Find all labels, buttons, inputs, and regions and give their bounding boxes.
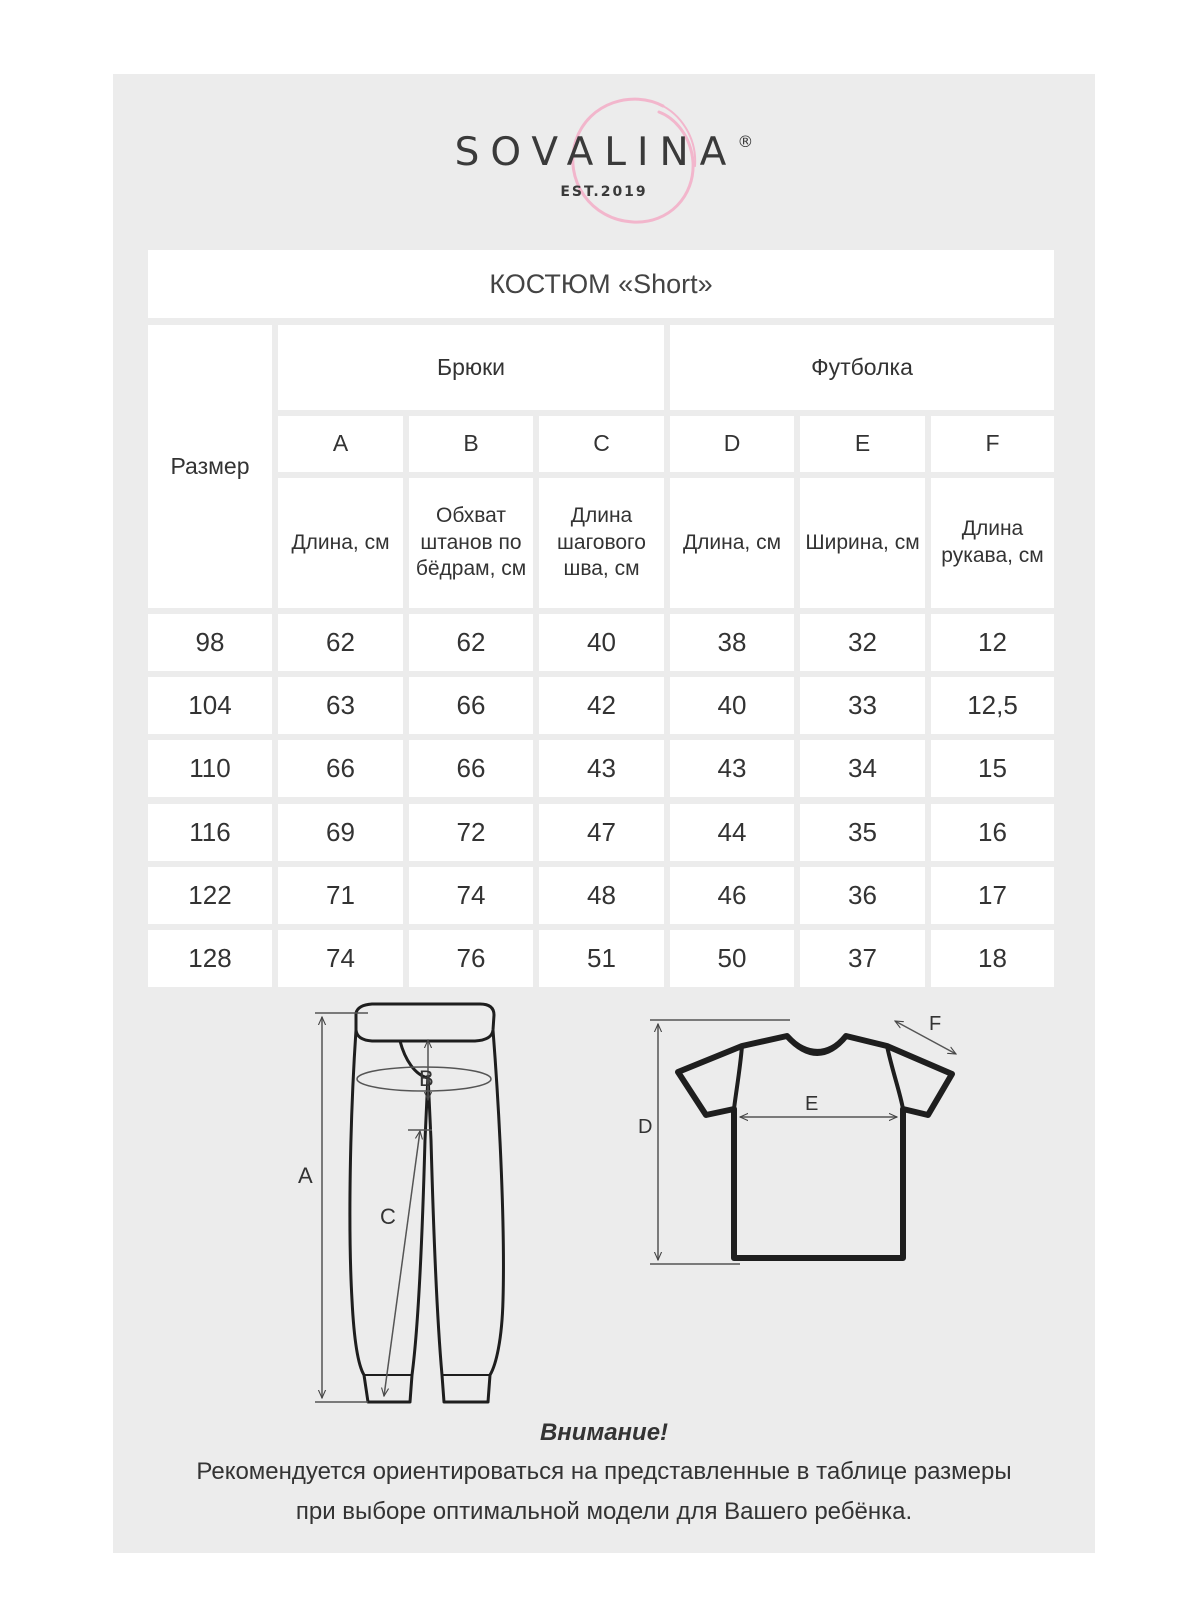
- table-cell: 42: [539, 677, 664, 734]
- column-description: Длина шагового шва, см: [539, 478, 664, 608]
- note-line-2: при выборе оптимальной модели для Вашего ребёнка.: [295, 1498, 913, 1525]
- column-letter: C: [539, 416, 664, 472]
- table-cell: 76: [409, 930, 533, 987]
- table-cell: 74: [278, 930, 403, 987]
- table-cell: 34: [800, 740, 925, 797]
- table-cell: 44: [670, 804, 794, 861]
- column-letter: D: [670, 416, 794, 472]
- table-cell: 62: [278, 614, 403, 671]
- table-cell: 74: [409, 867, 533, 924]
- group-header-pants: Брюки: [278, 325, 664, 410]
- table-cell: 62: [409, 614, 533, 671]
- note-line-1: Рекомендуется ориентироваться на представленные в таблице размеры: [196, 1458, 1012, 1485]
- size-cell: 116: [148, 804, 272, 861]
- table-cell: 66: [278, 740, 403, 797]
- column-letter: F: [931, 416, 1054, 472]
- table-cell: 12: [931, 614, 1054, 671]
- column-letter: E: [800, 416, 925, 472]
- table-cell: 37: [800, 930, 925, 987]
- column-letter: B: [409, 416, 533, 472]
- table-cell: 40: [539, 614, 664, 671]
- table-cell: 51: [539, 930, 664, 987]
- size-cell: 122: [148, 867, 272, 924]
- table-cell: 72: [409, 804, 533, 861]
- label-f: F: [929, 1013, 942, 1035]
- size-cell: 128: [148, 930, 272, 987]
- table-cell: 40: [670, 677, 794, 734]
- table-title: КОСТЮМ «Short»: [148, 250, 1054, 318]
- table-cell: 48: [539, 867, 664, 924]
- column-description: Ширина, см: [800, 478, 925, 608]
- label-b: B: [419, 1066, 434, 1091]
- table-cell: 18: [931, 930, 1054, 987]
- table-cell: 43: [539, 740, 664, 797]
- table-cell: 32: [800, 614, 925, 671]
- brand-logo: [113, 74, 1095, 244]
- table-cell: 36: [800, 867, 925, 924]
- table-cell: 71: [278, 867, 403, 924]
- table-cell: 17: [931, 867, 1054, 924]
- brand-name: SOVALINA®: [454, 130, 754, 175]
- table-cell: 50: [670, 930, 794, 987]
- label-c: C: [380, 1204, 396, 1229]
- column-letter: A: [278, 416, 403, 472]
- column-description: Длина, см: [670, 478, 794, 608]
- size-header: Размер: [148, 325, 272, 608]
- size-cell: 110: [148, 740, 272, 797]
- brand-est: EST.2019: [560, 184, 648, 200]
- group-header-shirt: Футболка: [670, 325, 1054, 410]
- table-cell: 38: [670, 614, 794, 671]
- label-e: E: [805, 1093, 819, 1115]
- note-attention: Внимание!: [539, 1419, 669, 1446]
- table-cell: 16: [931, 804, 1054, 861]
- size-cell: 98: [148, 614, 272, 671]
- table-cell: 63: [278, 677, 403, 734]
- column-description: Длина, см: [278, 478, 403, 608]
- table-cell: 46: [670, 867, 794, 924]
- table-cell: 12,5: [931, 677, 1054, 734]
- label-d: D: [638, 1116, 653, 1138]
- column-description: Обхват штанов по бёдрам, см: [409, 478, 533, 608]
- table-cell: 33: [800, 677, 925, 734]
- table-cell: 35: [800, 804, 925, 861]
- column-description: Длина рукава, см: [931, 478, 1054, 608]
- table-cell: 66: [409, 740, 533, 797]
- size-cell: 104: [148, 677, 272, 734]
- label-a: A: [298, 1163, 313, 1188]
- table-cell: 47: [539, 804, 664, 861]
- table-cell: 69: [278, 804, 403, 861]
- table-cell: 66: [409, 677, 533, 734]
- table-cell: 15: [931, 740, 1054, 797]
- table-cell: 43: [670, 740, 794, 797]
